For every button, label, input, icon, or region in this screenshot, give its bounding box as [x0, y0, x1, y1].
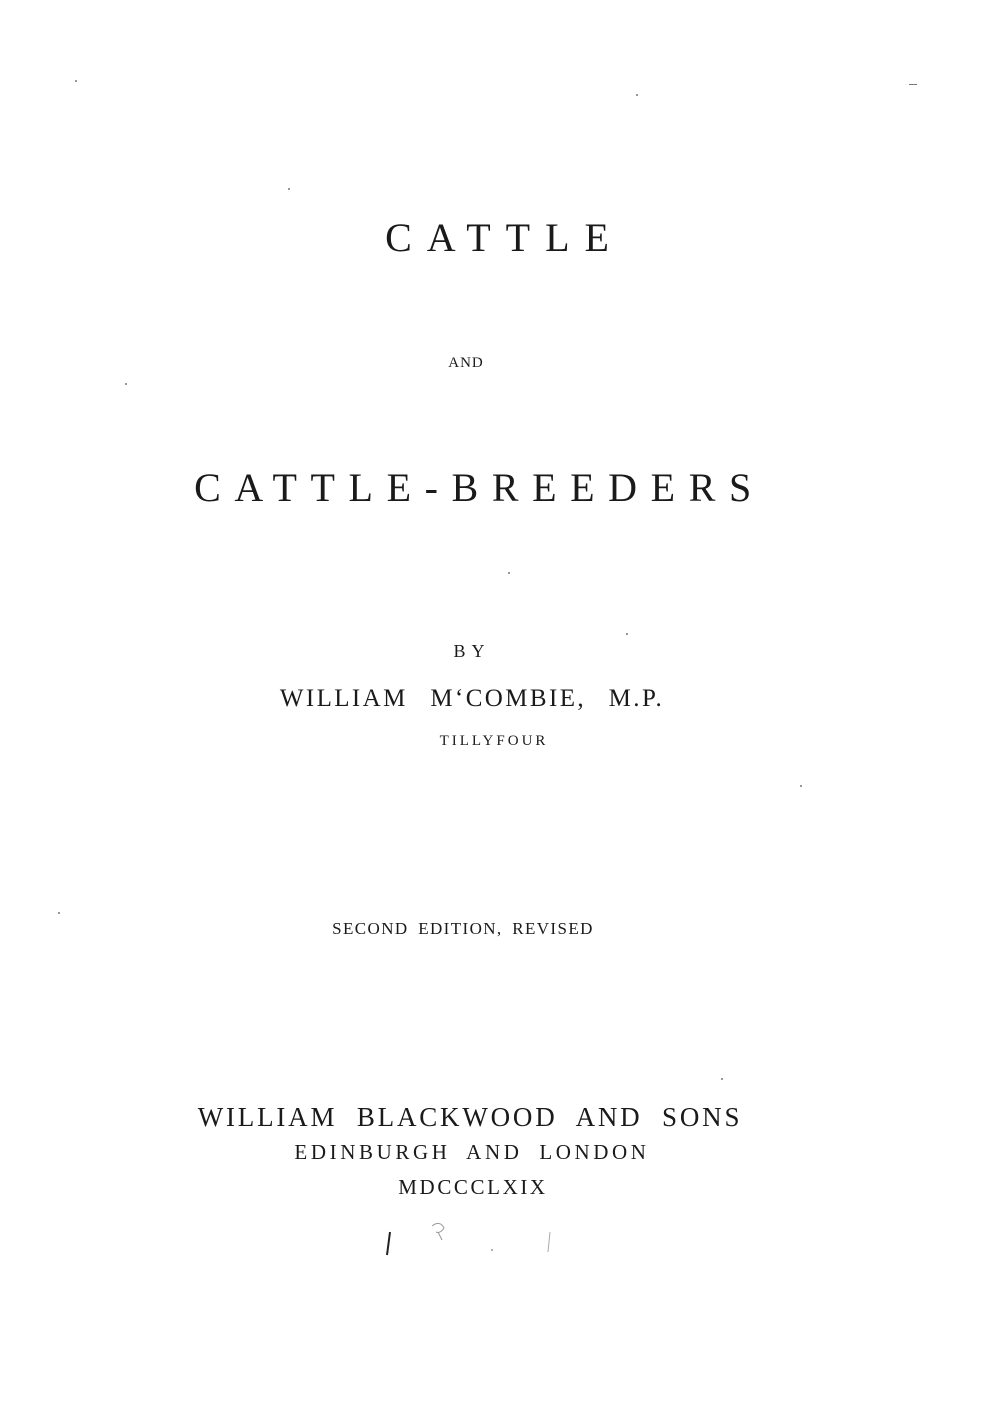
- scan-speck: [636, 94, 638, 96]
- by-label: BY: [453, 641, 491, 661]
- title-second-line: CATTLE-BREEDERS: [194, 465, 765, 510]
- scan-speck: [508, 572, 510, 574]
- scan-speck: [58, 912, 60, 914]
- scan-speck: [125, 383, 127, 385]
- publisher-name: WILLIAM BLACKWOOD AND SONS: [197, 1102, 743, 1132]
- scan-speck: [288, 188, 290, 190]
- author-name: WILLIAM M‘COMBIE, M.P.: [279, 685, 665, 712]
- publisher-place: EDINBURGH AND LONDON: [294, 1140, 650, 1164]
- scan-speck: [721, 1078, 723, 1080]
- scan-speck: [626, 633, 628, 635]
- author-place: TILLYFOUR: [439, 733, 549, 749]
- publication-date: MDCCCLXIX: [398, 1175, 548, 1199]
- scan-speck: [75, 80, 77, 82]
- title-conjunction: AND: [448, 355, 484, 371]
- scan-speck: [800, 785, 802, 787]
- title-main: CATTLE: [385, 215, 624, 260]
- library-pencil-mark: [380, 1218, 580, 1258]
- scan-speck: [909, 84, 917, 85]
- edition-statement: SECOND EDITION, REVISED: [332, 919, 594, 938]
